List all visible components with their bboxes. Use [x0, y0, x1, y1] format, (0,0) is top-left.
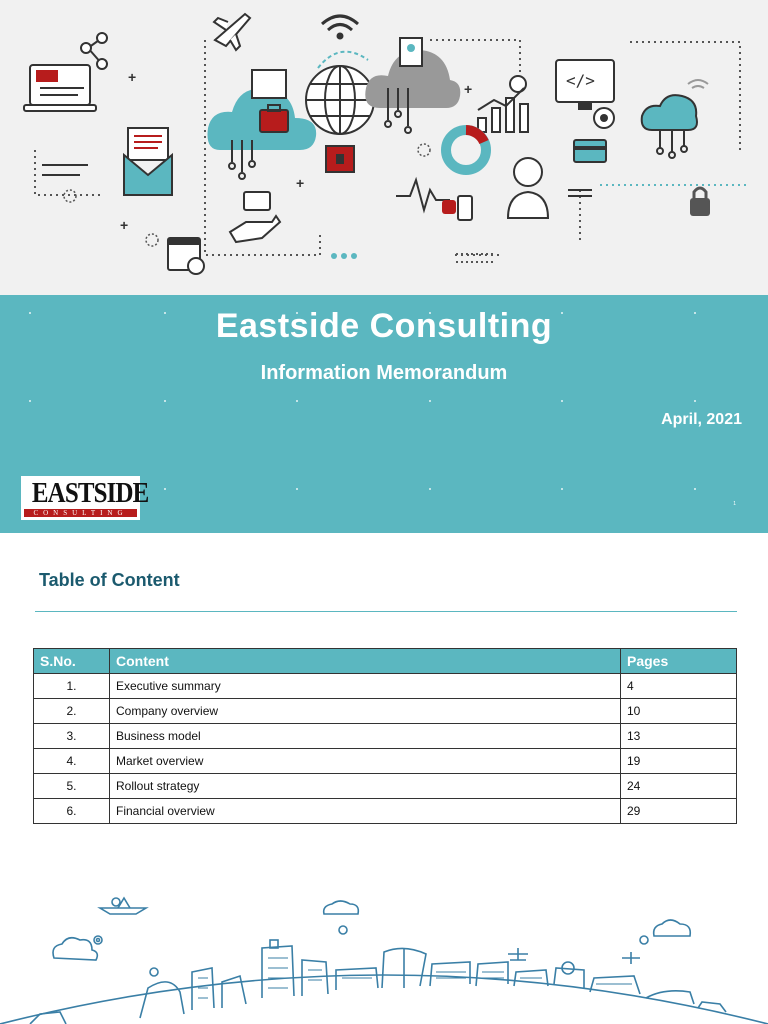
row-sno: 5. [34, 774, 110, 799]
table-row [34, 674, 737, 699]
donut-chart-icon [446, 130, 486, 170]
row-pages: 4 [621, 674, 737, 699]
lock-icon [326, 146, 354, 172]
table-row [34, 799, 737, 824]
cloud-icon [324, 901, 359, 914]
title-banner [0, 295, 768, 533]
row-content: Business model [110, 724, 621, 749]
grey-cloud-icon [365, 38, 460, 133]
row-content: Market overview [110, 749, 621, 774]
padlock-icon [690, 188, 710, 216]
row-sno: 4. [34, 749, 110, 774]
document-subtitle: Information Memorandum [260, 362, 508, 384]
city-illustration [0, 878, 768, 1024]
row-pages: 10 [621, 699, 737, 724]
document-date: April, 2021 [661, 411, 742, 428]
calendar-icon [168, 238, 204, 274]
row-content: Company overview [110, 699, 621, 724]
cloud-icon [654, 920, 691, 936]
envelope-icon [124, 128, 172, 195]
airplane-icon [214, 14, 250, 50]
airplane-icon [100, 908, 146, 914]
svg-text:+: + [464, 81, 473, 97]
tech-icons-illustration [0, 0, 768, 295]
svg-text:</>: </> [566, 71, 595, 90]
toc-table [33, 648, 737, 824]
company-logo [21, 476, 149, 520]
table-row [34, 699, 737, 724]
person-icon [508, 158, 548, 218]
table-row [34, 774, 737, 799]
row-sno: 6. [34, 799, 110, 824]
globe-icon [306, 66, 374, 134]
page-number: 1 [733, 501, 736, 507]
toc-divider [35, 611, 737, 612]
payment-hand-icon [230, 192, 280, 242]
cloud-network-icon [642, 80, 708, 158]
company-title: Eastside Consulting [215, 307, 553, 345]
share-icon [81, 33, 107, 69]
row-pages: 24 [621, 774, 737, 799]
table-row [34, 749, 737, 774]
header-content: Content [110, 649, 621, 674]
row-content: Executive summary [110, 674, 621, 699]
toc-header-row [34, 649, 737, 674]
growth-chart-icon [478, 76, 528, 132]
svg-text:+: + [128, 69, 137, 85]
row-content: Financial overview [110, 799, 621, 824]
row-content: Rollout strategy [110, 774, 621, 799]
cloud-icon [53, 938, 97, 960]
hero-illustration [0, 0, 768, 295]
cloud-icon [208, 70, 317, 179]
row-sno: 2. [34, 699, 110, 724]
logo-wordmark: EASTSIDE [31, 477, 149, 509]
table-row [34, 724, 737, 749]
wifi-icon [322, 16, 358, 38]
code-monitor-icon [556, 60, 614, 128]
row-pages: 13 [621, 724, 737, 749]
logo-subtitle: CONSULTING [24, 509, 137, 517]
laptop-icon [24, 65, 96, 111]
header-pages: Pages [621, 649, 737, 674]
credit-card-icon [574, 140, 606, 162]
row-pages: 19 [621, 749, 737, 774]
row-sno: 3. [34, 724, 110, 749]
svg-text:+: + [120, 217, 129, 233]
row-sno: 1. [34, 674, 110, 699]
toc-heading: Table of Content [39, 570, 180, 590]
city-skyline-drawing [0, 878, 768, 1024]
svg-text:+: + [296, 175, 305, 191]
header-sno: S.No. [34, 649, 110, 674]
row-pages: 29 [621, 799, 737, 824]
